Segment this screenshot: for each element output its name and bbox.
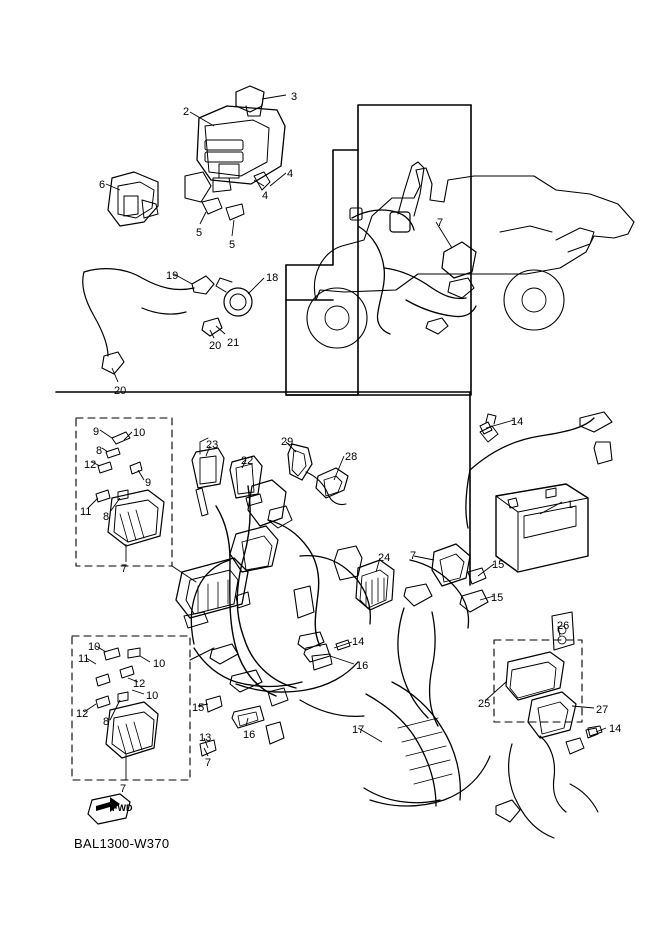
callout-8c: 8 (103, 716, 110, 728)
callout-15c: 15 (192, 702, 205, 714)
fwd-direction-label: FWD (112, 803, 133, 813)
callout-29: 29 (281, 436, 294, 448)
callout-5b: 5 (229, 239, 236, 251)
callout-7e: 7 (120, 783, 127, 795)
callout-20a: 20 (209, 340, 222, 352)
callout-10a: 10 (133, 427, 146, 439)
callout-23: 23 (206, 439, 219, 451)
callout-22: 22 (241, 455, 254, 467)
callout-21: 21 (227, 337, 240, 349)
callout-12b: 12 (133, 678, 146, 690)
callout-17: 17 (352, 724, 365, 736)
callout-7d: 7 (205, 757, 212, 769)
callout-12a: 12 (84, 459, 97, 471)
callout-9a: 9 (93, 426, 100, 438)
callout-8a: 8 (96, 445, 103, 457)
callout-11b: 11 (78, 653, 90, 665)
callout-2: 2 (183, 106, 190, 118)
callout-10b: 10 (88, 641, 101, 653)
callout-26: 26 (557, 620, 570, 632)
callout-16a: 16 (356, 660, 369, 672)
callout-12c: 12 (76, 708, 89, 720)
callout-4a: 4 (262, 190, 269, 202)
callout-19: 19 (166, 270, 179, 282)
callout-7a: 7 (437, 217, 444, 229)
callout-14b: 14 (352, 636, 365, 648)
callout-14c: 14 (609, 723, 622, 735)
callout-7b: 7 (121, 563, 128, 575)
callout-11a: 11 (80, 506, 92, 518)
callout-14a: 14 (511, 416, 524, 428)
callout-4b: 4 (287, 168, 294, 180)
callout-3: 3 (291, 91, 298, 103)
callout-9b: 9 (145, 477, 152, 489)
callout-25: 25 (478, 698, 491, 710)
callout-7c: 7 (410, 550, 417, 562)
callout-24: 24 (378, 552, 391, 564)
callout-15a: 15 (492, 559, 505, 571)
callout-20b: 20 (114, 385, 127, 397)
callout-10d: 10 (146, 690, 159, 702)
callout-13: 13 (199, 732, 212, 744)
callout-27: 27 (596, 704, 609, 716)
callout-8b: 8 (103, 511, 110, 523)
callout-16b: 16 (243, 729, 256, 741)
callout-28: 28 (345, 451, 358, 463)
diagram-code-label: BAL1300-W370 (74, 836, 170, 851)
callout-6: 6 (99, 179, 106, 191)
callout-1: 1 (567, 499, 574, 511)
callout-5a: 5 (196, 227, 203, 239)
callout-10c: 10 (153, 658, 166, 670)
callout-15b: 15 (491, 592, 504, 604)
callout-18: 18 (266, 272, 279, 284)
